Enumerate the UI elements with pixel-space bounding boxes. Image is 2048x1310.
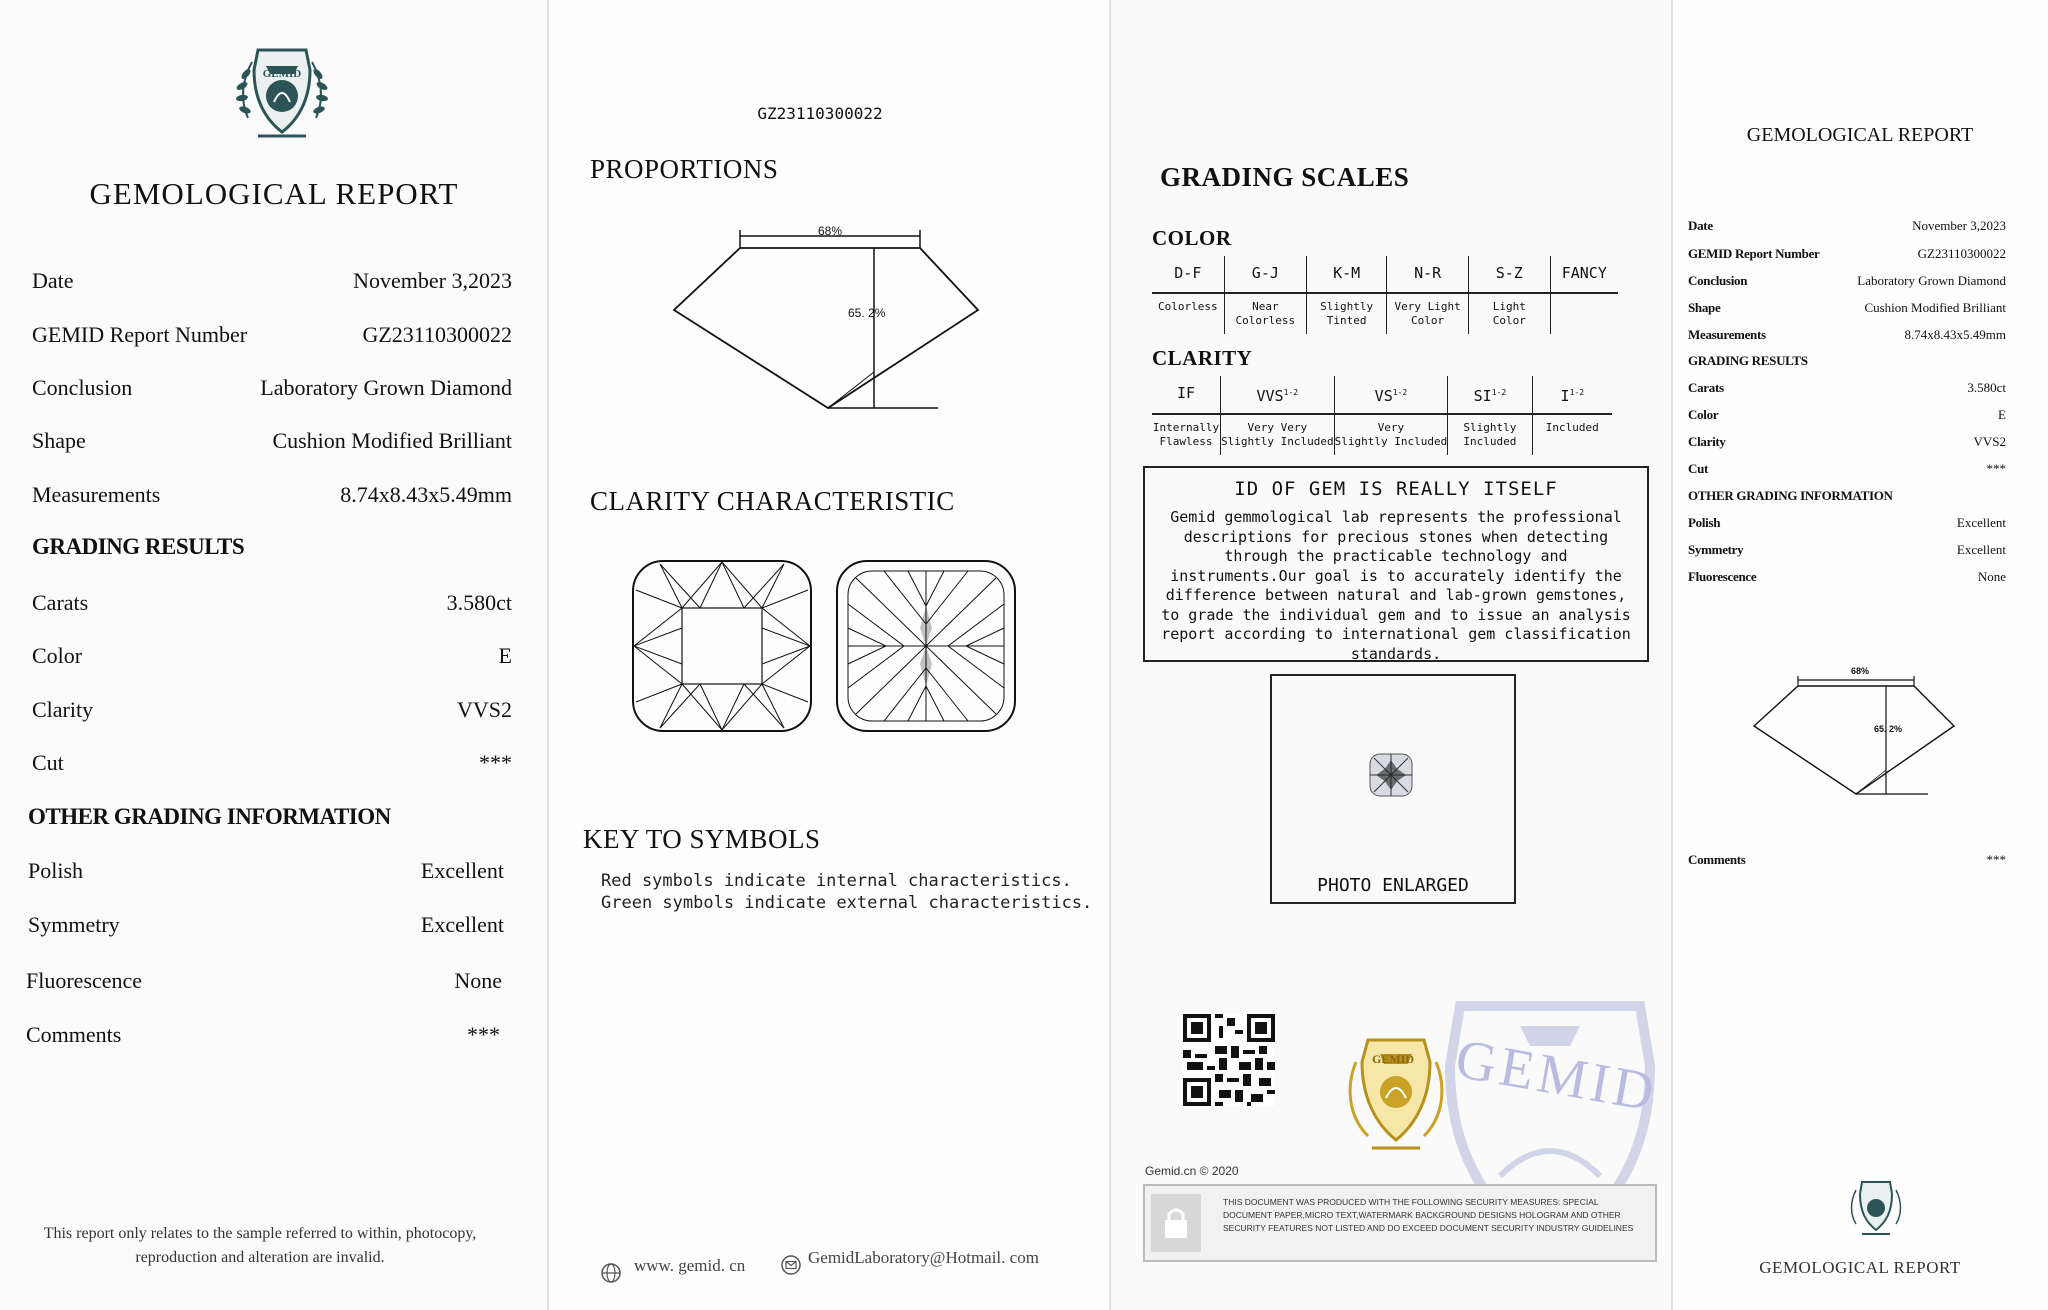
summary-row — [1688, 246, 2006, 266]
detail-label: Conclusion — [32, 375, 133, 400]
summary-value: 8.74x8.43x5.49mm — [1904, 327, 2006, 342]
summary-row — [1688, 273, 2006, 293]
color-grade: D-F — [1152, 256, 1224, 293]
grading-value: E — [498, 643, 512, 668]
other-row — [26, 1022, 500, 1062]
clarity-scale-heading: CLARITY — [1152, 346, 1253, 370]
other-value: None — [454, 968, 502, 993]
globe-icon — [600, 1262, 622, 1284]
summary-value: November 3,2023 — [1912, 218, 2006, 233]
summary-label: Date — [1688, 218, 1713, 233]
clarity-grade-label: SI — [1473, 387, 1492, 405]
clarity-superscript: 1-2 — [1283, 388, 1299, 397]
summary-proportions-diagram — [1746, 672, 1962, 802]
clarity-grade-label: VS — [1374, 387, 1393, 405]
color-grade: G-J — [1224, 256, 1306, 293]
grading-scales-heading: GRADING SCALES — [1160, 162, 1410, 192]
summary-comments-row — [1688, 852, 2006, 872]
pavilion-facet-plot — [834, 558, 1018, 734]
clarity-desc-line: Slightly — [1463, 421, 1517, 434]
watermark-text: GEMID — [1451, 1027, 1663, 1125]
grading-label: Clarity — [32, 697, 94, 722]
color-desc-line: Tinted — [1326, 314, 1367, 327]
clarity-grade-label: VVS — [1256, 387, 1284, 405]
color-desc-line: Light — [1492, 300, 1526, 313]
clarity-grade — [1152, 376, 1220, 414]
color-grade: S-Z — [1468, 256, 1550, 293]
other-grading-heading: OTHER GRADING INFORMATION — [28, 804, 391, 829]
color-desc — [1387, 293, 1469, 334]
grading-row — [32, 697, 512, 737]
detail-value: 8.74x8.43x5.49mm — [340, 482, 512, 507]
clarity-desc-line: Included — [1545, 421, 1599, 434]
color-desc-line: Slightly — [1320, 300, 1374, 313]
clarity-superscript: 1-2 — [1569, 388, 1585, 397]
other-row — [28, 912, 504, 952]
summary-value: *** — [1986, 461, 2006, 476]
summary-value: VVS2 — [1973, 434, 2006, 449]
clarity-grade — [1448, 376, 1532, 414]
summary-value: Cushion Modified Brilliant — [1864, 300, 2006, 315]
photo-enlarged-box — [1270, 674, 1516, 904]
id-statement-body: Gemid gemmological lab represents the professional descriptions for precious stones when detecting through the practicable technology and instruments.Our goal is to accurately identify the difference between natural and lab-grown gemstones, to grade the individual gem and to issue an analysis report according to international gem classification standards. — [1161, 508, 1631, 663]
photo-caption: PHOTO ENLARGED — [1317, 875, 1469, 896]
clarity-desc-line: Slightly Included — [1334, 435, 1448, 448]
report-number-header: GZ23110300022 — [757, 104, 883, 123]
clarity-desc — [1220, 414, 1334, 455]
summary-row — [1688, 542, 2006, 562]
grading-row — [32, 750, 512, 790]
color-grade: K-M — [1307, 256, 1387, 293]
clarity-desc-line: Slightly Included — [1220, 435, 1334, 448]
color-desc-line: Color — [1411, 314, 1445, 327]
clarity-desc-line: Internally — [1152, 421, 1220, 434]
detail-value: Laboratory Grown Diamond — [260, 375, 512, 400]
summary-value: GZ23110300022 — [1917, 246, 2006, 261]
grading-label: Color — [32, 643, 83, 668]
key-line-external: Green symbols indicate external characteristics. — [601, 893, 1093, 913]
clarity-grade-label: I — [1560, 387, 1570, 405]
summary-title: GEMOLOGICAL REPORT — [1746, 124, 1974, 146]
grading-value: *** — [479, 750, 512, 775]
detail-label: Shape — [32, 428, 86, 453]
clarity-grade — [1532, 376, 1612, 414]
proportions-heading: PROPORTIONS — [590, 154, 779, 184]
report-panel-summary — [1672, 0, 2048, 1310]
color-desc — [1152, 293, 1224, 334]
summary-row — [1688, 461, 2006, 481]
logo-text: GEMID — [262, 68, 302, 80]
detail-value: November 3,2023 — [353, 268, 512, 293]
other-value: Excellent — [420, 912, 504, 937]
color-desc-line: Color — [1492, 314, 1526, 327]
summary-label: Cut — [1688, 461, 1709, 476]
detail-value: Cushion Modified Brilliant — [272, 428, 512, 453]
key-to-symbols-heading: KEY TO SYMBOLS — [583, 824, 821, 854]
grading-row — [32, 590, 512, 630]
summary-label: Carats — [1688, 380, 1724, 395]
disclaimer: This report only relates to the sample referred to within, photocopy, reproduction and alteration are invalid. — [43, 1225, 477, 1266]
detail-row — [32, 428, 512, 468]
other-label: Comments — [26, 1022, 122, 1047]
detail-label: Date — [32, 268, 74, 293]
other-value: *** — [467, 1022, 500, 1047]
proportions-diagram — [660, 222, 990, 422]
summary-label: Conclusion — [1688, 273, 1748, 288]
color-desc-line: Colorless — [1158, 300, 1218, 313]
color-scale-heading: COLOR — [1152, 226, 1232, 250]
clarity-desc — [1334, 414, 1448, 455]
summary-label: Shape — [1688, 300, 1721, 315]
summary-row — [1688, 218, 2006, 238]
clarity-desc — [1152, 414, 1220, 455]
other-label: Polish — [28, 858, 84, 883]
summary-row — [1688, 434, 2006, 454]
grading-value: VVS2 — [456, 697, 512, 722]
email-icon — [780, 1254, 802, 1276]
clarity-scale-table — [1152, 376, 1612, 455]
clarity-grade — [1220, 376, 1334, 414]
summary-label: GEMID Report Number — [1688, 246, 1820, 261]
summary-row — [1688, 380, 2006, 400]
detail-row — [32, 375, 512, 415]
other-value: Excellent — [420, 858, 504, 883]
detail-row — [32, 268, 512, 308]
color-grade: FANCY — [1550, 256, 1618, 293]
other-row — [26, 968, 502, 1008]
diamond-photo — [1368, 752, 1414, 798]
grading-value: 3.580ct — [446, 590, 512, 615]
summary-value: Excellent — [1956, 515, 2006, 530]
clarity-desc-line: Flawless — [1159, 435, 1213, 448]
color-desc-line: Colorless — [1235, 314, 1296, 327]
summary-depth-percent: 65. 2% — [1874, 724, 1903, 734]
report-title: GEMOLOGICAL REPORT — [89, 176, 459, 211]
summary-value: Laboratory Grown Diamond — [1857, 273, 2006, 288]
qr-code[interactable] — [1183, 1014, 1275, 1106]
summary-value: E — [1998, 407, 2006, 422]
grading-row — [32, 643, 512, 683]
summary-row — [1688, 569, 2006, 589]
summary-label: Polish — [1688, 515, 1721, 530]
summary-value: 3.580ct — [1967, 380, 2006, 395]
summary-value: None — [1977, 569, 2006, 584]
summary-row — [1688, 327, 2006, 347]
other-row — [28, 858, 504, 898]
lock-icon — [1151, 1194, 1201, 1252]
security-notice-text: THIS DOCUMENT WAS PRODUCED WITH THE FOLLOWING SECURITY MEASURES: SPECIAL DOCUMENT PAPER,MICRO TEXT,WATERMARK BACKGROUND DESIGNS HOLOGRAM AND OTHER SECURITY FEATURES NOT LISTED AND DO EXCEED DOCUMENT SECURITY INDUSTRY GUIDELINES — [1223, 1197, 1634, 1233]
seal-text: GEMID — [1372, 1052, 1414, 1066]
detail-value: GZ23110300022 — [362, 322, 512, 347]
copyright: Gemid.cn © 2020 — [1145, 1164, 1239, 1178]
summary-label: Symmetry — [1688, 542, 1744, 557]
clarity-desc — [1532, 414, 1612, 455]
website-link[interactable]: www. gemid. cn — [634, 1256, 746, 1275]
color-desc — [1224, 293, 1306, 334]
depth-percent-label: 65. 2% — [848, 306, 886, 320]
summary-row — [1688, 300, 2006, 320]
grading-results-heading: GRADING RESULTS — [32, 534, 245, 559]
detail-row — [32, 482, 512, 522]
email-link[interactable]: GemidLaboratory@Hotmail. com — [808, 1248, 1039, 1267]
color-desc — [1550, 293, 1618, 334]
summary-label: Color — [1688, 407, 1719, 422]
id-statement-title: ID OF GEM IS REALLY ITSELF — [1234, 478, 1558, 500]
id-statement-box — [1143, 466, 1649, 662]
crown-facet-plot — [630, 558, 814, 734]
gemid-shield-logo — [222, 40, 342, 152]
detail-label: Measurements — [32, 482, 161, 507]
security-notice-box — [1143, 1184, 1657, 1262]
summary-value: Excellent — [1956, 542, 2006, 557]
color-desc — [1307, 293, 1387, 334]
clarity-desc-line: Very — [1377, 421, 1405, 434]
summary-gemid-logo — [1842, 1176, 1910, 1240]
summary-grading-heading: GRADING RESULTS — [1688, 353, 1808, 368]
summary-other-heading: OTHER GRADING INFORMATION — [1688, 488, 1893, 503]
summary-label: Fluorescence — [1688, 569, 1757, 584]
clarity-grade — [1334, 376, 1448, 414]
color-desc-line: Near — [1252, 300, 1279, 313]
color-grade: N-R — [1387, 256, 1469, 293]
clarity-desc — [1448, 414, 1532, 455]
other-label: Symmetry — [28, 912, 120, 937]
color-desc-line: Very Light — [1394, 300, 1461, 313]
grading-label: Carats — [32, 590, 89, 615]
grading-label: Cut — [32, 750, 64, 775]
summary-row — [1688, 515, 2006, 535]
fold-line — [1109, 0, 1111, 1310]
summary-row — [1688, 407, 2006, 427]
summary-footer-title: GEMOLOGICAL REPORT — [1759, 1258, 1961, 1277]
other-label: Fluorescence — [26, 968, 143, 993]
summary-label: Measurements — [1688, 327, 1766, 342]
detail-row — [32, 322, 512, 362]
color-desc — [1468, 293, 1550, 334]
key-line-internal: Red symbols indicate internal characteristics. — [601, 871, 1072, 891]
fold-line — [1671, 0, 1673, 1310]
clarity-desc-line: Included — [1463, 435, 1517, 448]
clarity-superscript: 1-2 — [1491, 388, 1507, 397]
summary-label: Comments — [1688, 852, 1746, 867]
table-percent-label: 68% — [817, 224, 843, 238]
detail-label: GEMID Report Number — [32, 322, 248, 347]
summary-label: Clarity — [1688, 434, 1726, 449]
color-scale-table — [1152, 256, 1618, 334]
clarity-desc-line: Very Very — [1247, 421, 1308, 434]
summary-table-percent: 68% — [1850, 666, 1869, 676]
clarity-grade-label: IF — [1176, 384, 1195, 402]
clarity-characteristic-heading: CLARITY CHARACTERISTIC — [590, 486, 955, 516]
clarity-superscript: 1-2 — [1392, 388, 1408, 397]
summary-value: *** — [1986, 852, 2006, 867]
